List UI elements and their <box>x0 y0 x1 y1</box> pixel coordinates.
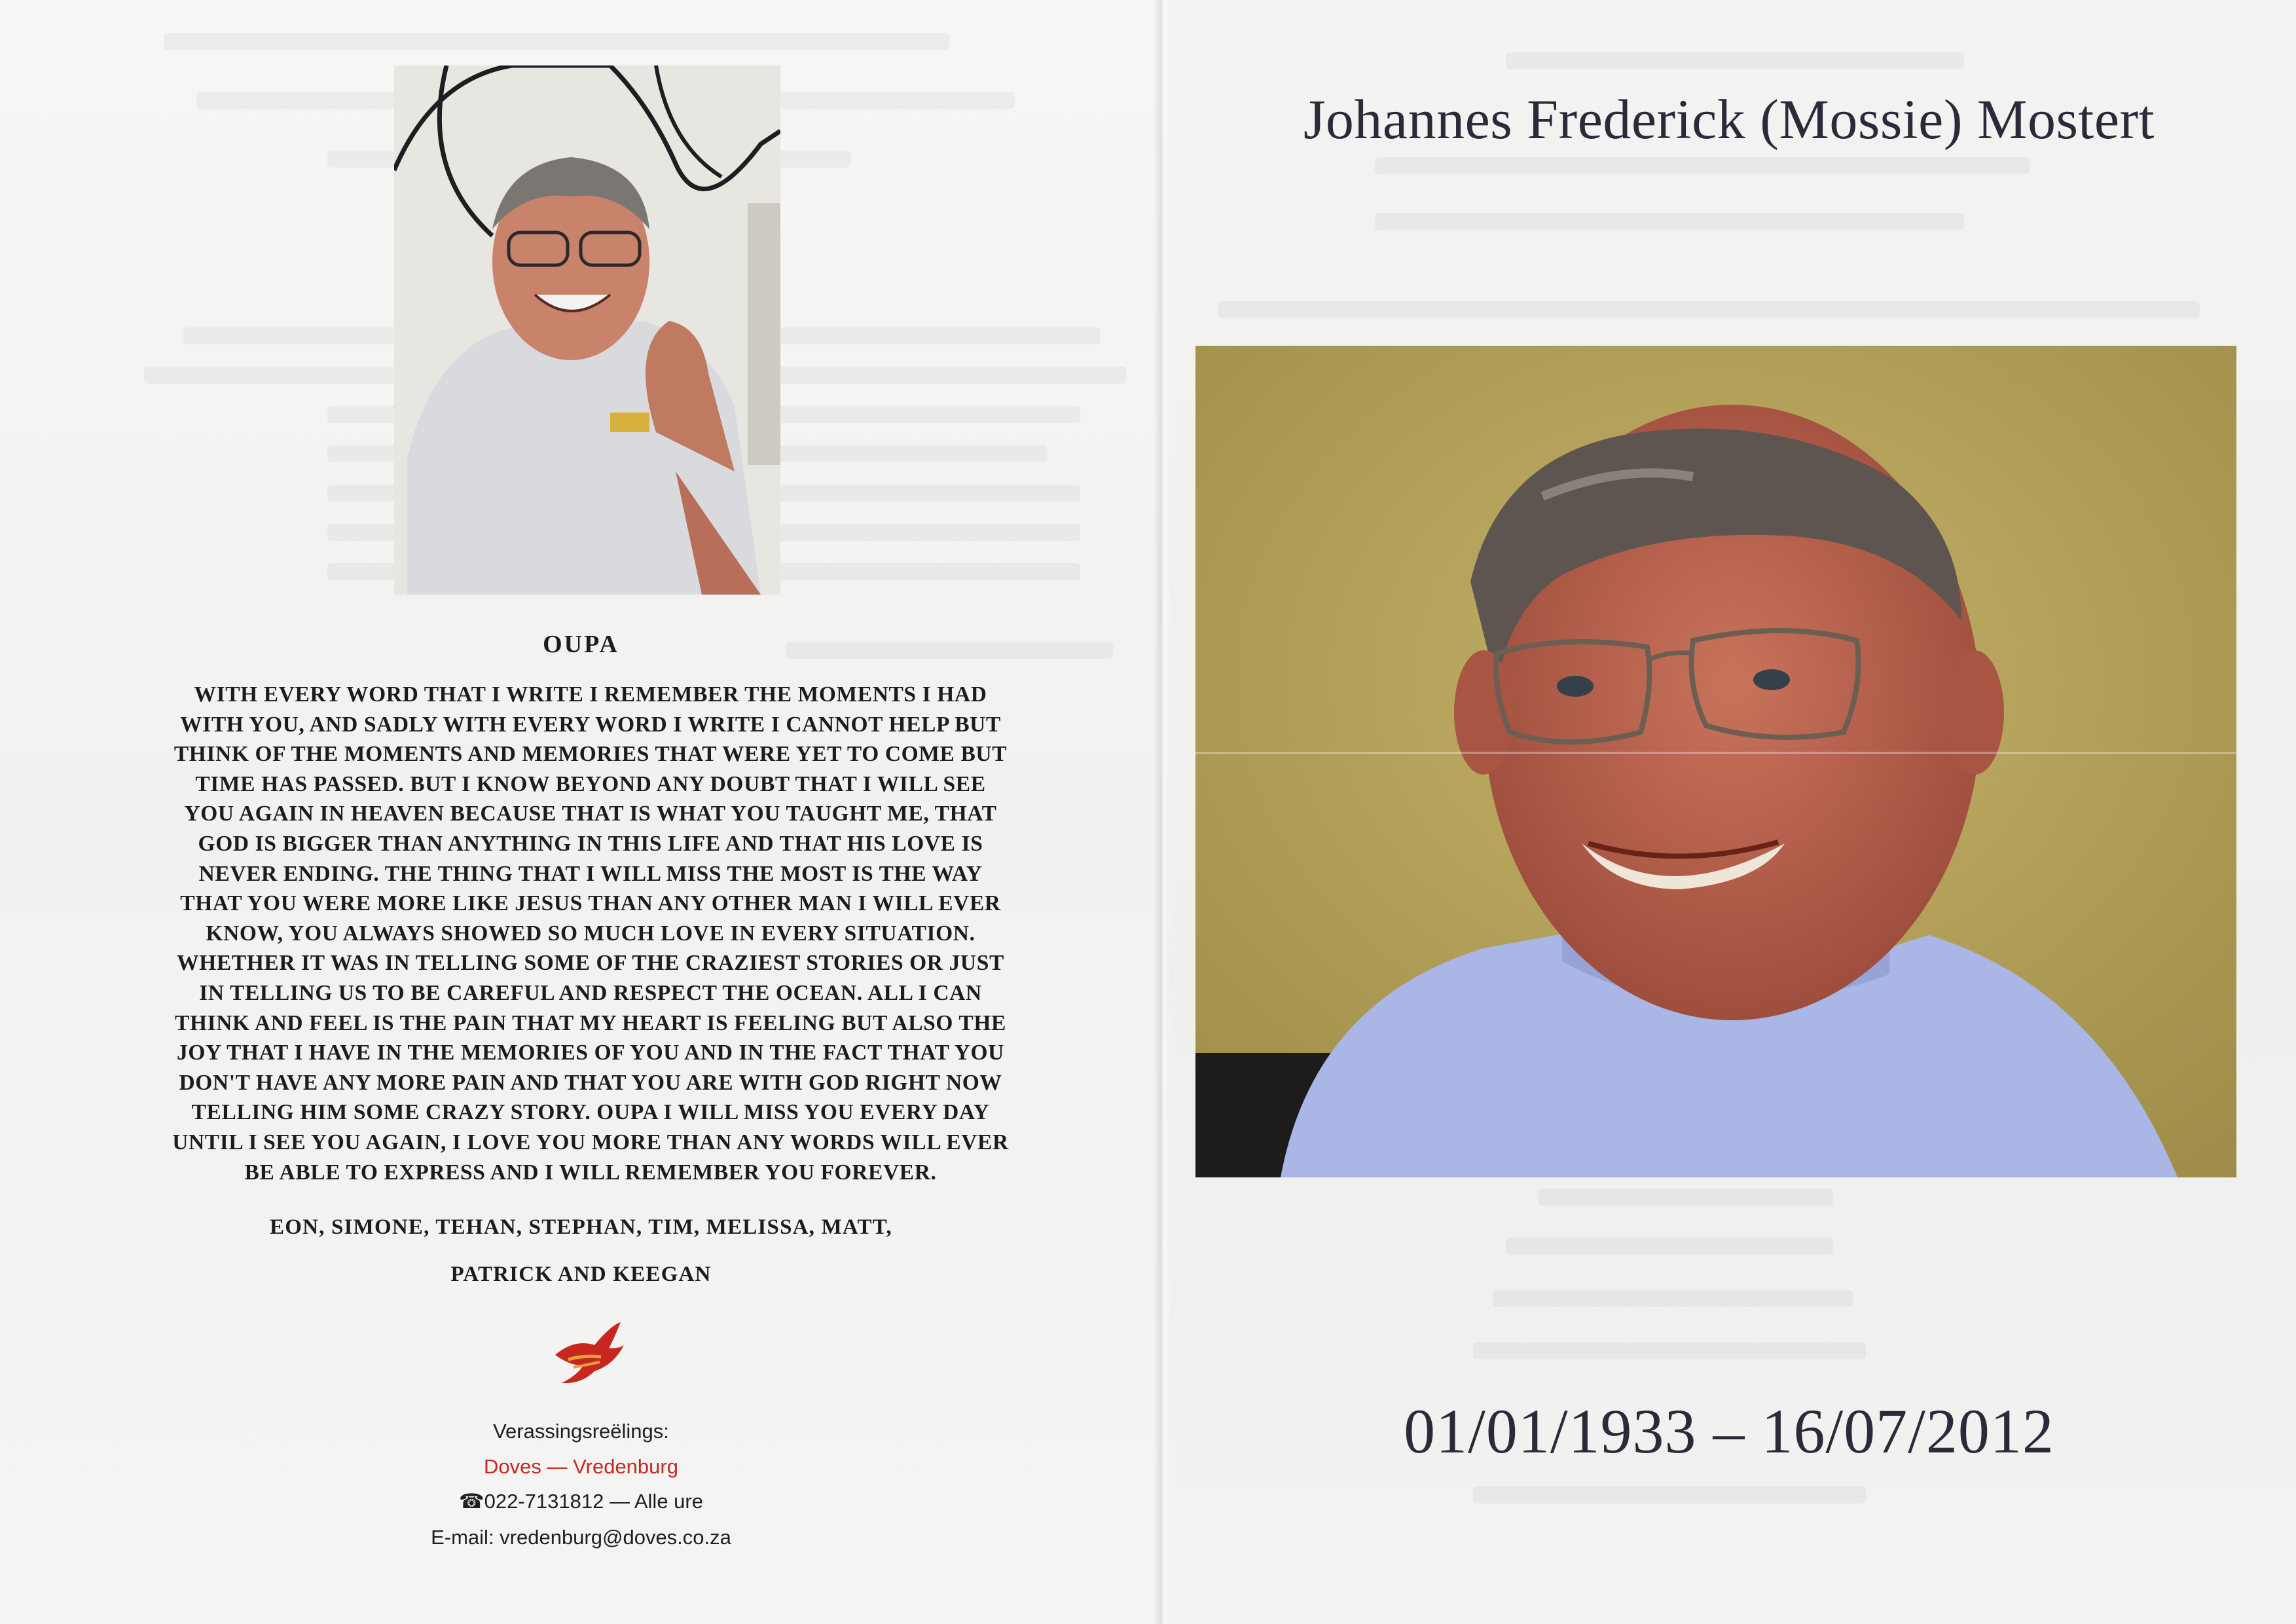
photo-large-portrait <box>1195 346 2236 1177</box>
tribute-line: TIME HAS PASSED. BUT I KNOW BEYOND ANY DOUBT THAT I WILL SEE <box>195 771 986 796</box>
tribute-line: GOD IS BIGGER THAN ANYTHING IN THIS LIFE AND THAT HIS LOVE IS <box>198 831 983 856</box>
tribute-heading: OUPA <box>543 631 619 658</box>
tribute-line: THINK AND FEEL IS THE PAIN THAT MY HEART IS FEELING BUT ALSO THE <box>175 1010 1006 1035</box>
tribute-line: UNTIL I SEE YOU AGAIN, I LOVE YOU MORE THAN ANY WORDS WILL EVER <box>172 1130 1009 1154</box>
life-dates: 01/01/1933 – 16/07/2012 <box>1404 1396 2054 1466</box>
tribute-line: WHETHER IT WAS IN TELLING SOME OF THE CRAZIEST STORIES OR JUST <box>177 951 1004 976</box>
tribute-line: DON'T HAVE ANY MORE PAIN AND THAT YOU ARE WITH GOD RIGHT NOW <box>179 1070 1002 1095</box>
tribute-text <box>54 680 1127 1187</box>
signature-names: EON, SIMONE, TEHAN, STEPHAN, TIM, MELISSA, MATT, <box>270 1215 892 1239</box>
tribute-line: KNOW, YOU ALWAYS SHOWED SO MUCH LOVE IN EVERY SITUATION. <box>206 921 975 946</box>
tribute-line: JOY THAT I HAVE IN THE MEMORIES OF YOU AND IN THE FACT THAT YOU <box>177 1041 1004 1065</box>
tribute-line: TELLING HIM SOME CRAZY STORY. OUPA I WILL MISS YOU EVERY DAY <box>191 1100 990 1125</box>
deceased-name: Johannes Frederick (Mossie) Mostert <box>1303 88 2155 151</box>
funeral-arrangements-heading: Verassingsreëlings: <box>493 1420 669 1443</box>
funeral-company-name: Doves — Vredenburg <box>484 1455 678 1478</box>
tribute-line: IN TELLING US TO BE CAREFUL AND RESPECT THE OCEAN. ALL I CAN <box>199 980 982 1005</box>
tribute-line: THAT YOU WERE MORE LIKE JESUS THAN ANY OTHER MAN I WILL EVER <box>180 891 1001 916</box>
telephone-icon: ☎ <box>459 1490 484 1513</box>
funeral-phone: ☎022-7131812 — Alle ure <box>459 1490 703 1513</box>
signature-names-continued: PATRICK AND KEEGAN <box>450 1263 712 1286</box>
photo-small-portrait <box>394 65 780 595</box>
tribute-line: WITH YOU, AND SADLY WITH EVERY WORD I WRITE I CANNOT HELP BUT <box>180 712 1001 737</box>
tribute-line: THINK OF THE MOMENTS AND MEMORIES THAT WERE YET TO COME BUT <box>173 742 1008 767</box>
tribute-line: NEVER ENDING. THE THING THAT I WILL MISS THE MOST IS THE WAY <box>198 861 983 886</box>
dove-logo-icon <box>549 1319 626 1386</box>
funeral-email: E-mail: vredenburg@doves.co.za <box>431 1526 731 1549</box>
tribute-line: YOU AGAIN IN HEAVEN BECAUSE THAT IS WHAT YOU TAUGHT ME, THAT <box>184 802 997 826</box>
tribute-line: WITH EVERY WORD THAT I WRITE I REMEMBER THE MOMENTS I HAD <box>194 682 987 707</box>
tribute-line: BE ABLE TO EXPRESS AND I WILL REMEMBER YOU FOREVER. <box>244 1160 937 1185</box>
